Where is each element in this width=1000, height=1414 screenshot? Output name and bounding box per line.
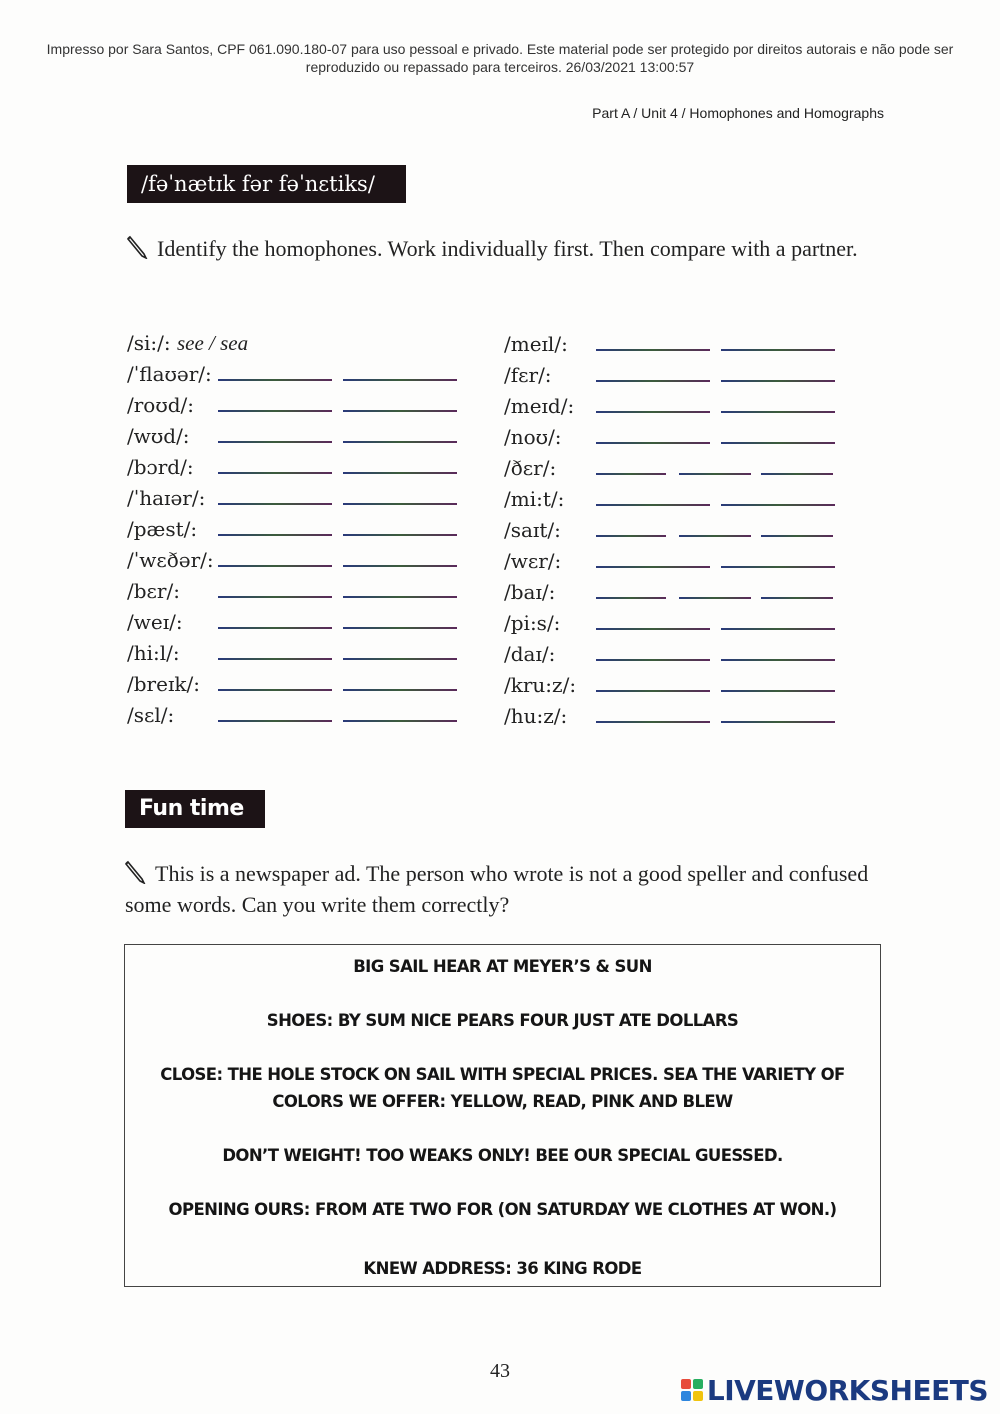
section-title-fun-time: Fun time xyxy=(125,790,265,828)
ad-line: BIG SAIL HEAR AT MEYER’S & SUN xyxy=(353,957,652,976)
answer-blank[interactable] xyxy=(218,534,332,536)
phonetic-label: /ˈhaɪər/: xyxy=(127,486,206,510)
right-exercise-row xyxy=(504,422,844,452)
phonetic-label: /pæst/: xyxy=(127,517,198,541)
phonetic-label: /baɪ/: xyxy=(504,580,556,604)
phonetic-label: /wʊd/: xyxy=(127,424,190,448)
liveworksheets-brand xyxy=(680,1372,988,1408)
left-exercise-row xyxy=(127,607,467,637)
left-exercise-row xyxy=(127,638,467,668)
section-title-phonetics: /fəˈnætɪk fər fəˈnɛtiks/ xyxy=(127,165,406,203)
answer-blank[interactable] xyxy=(343,379,457,381)
answer-blank[interactable] xyxy=(596,659,710,661)
ad-line: COLORS WE OFFER: YELLOW, READ, PINK AND BLEW xyxy=(272,1092,733,1111)
answer-blank[interactable] xyxy=(596,535,666,537)
answer-blank[interactable] xyxy=(218,565,332,567)
answer-blank[interactable] xyxy=(343,472,457,474)
left-exercise-row xyxy=(127,452,467,482)
left-exercise-row xyxy=(127,514,467,544)
answer-blank[interactable] xyxy=(343,689,457,691)
answer-blank[interactable] xyxy=(596,349,710,351)
example-phonetic: /si:/: xyxy=(127,331,171,355)
answer-blank[interactable] xyxy=(343,720,457,722)
right-exercise-row xyxy=(504,515,844,545)
phonetic-label: /meɪl/: xyxy=(504,332,568,356)
answer-blank[interactable] xyxy=(721,628,835,630)
answer-blank[interactable] xyxy=(218,441,332,443)
answer-blank[interactable] xyxy=(343,596,457,598)
right-exercise-row xyxy=(504,391,844,421)
example-answer: see / sea xyxy=(176,331,249,355)
answer-blank[interactable] xyxy=(721,411,835,413)
running-head: Part A / Unit 4 / Homophones and Homographs xyxy=(592,105,884,121)
answer-blank[interactable] xyxy=(596,442,710,444)
phonetic-label: /mi:t/: xyxy=(504,487,565,511)
phonetic-label: /ˈflaʊər/: xyxy=(127,362,212,386)
answer-blank[interactable] xyxy=(761,597,833,599)
left-exercise-row xyxy=(127,483,467,513)
answer-blank[interactable] xyxy=(343,503,457,505)
answer-blank[interactable] xyxy=(721,349,835,351)
ad-line: DON’T WEIGHT! TOO WEAKS ONLY! BEE OUR SPECIAL GUESSED. xyxy=(222,1146,783,1165)
instruction-1 xyxy=(127,233,887,264)
answer-blank[interactable] xyxy=(721,442,835,444)
phonetic-label: /ðɛr/: xyxy=(504,456,557,480)
phonetic-label: /roʊd/: xyxy=(127,393,195,417)
left-exercise-row xyxy=(127,421,467,451)
right-exercise-row xyxy=(504,453,844,483)
right-exercise-row xyxy=(504,546,844,576)
phonetic-label: /hu:z/: xyxy=(504,704,568,728)
answer-blank[interactable] xyxy=(218,472,332,474)
answer-blank[interactable] xyxy=(343,565,457,567)
answer-blank[interactable] xyxy=(218,503,332,505)
phonetic-label: /bɔrd/: xyxy=(127,455,194,479)
answer-blank[interactable] xyxy=(596,411,710,413)
liveworksheets-logo-icon xyxy=(680,1378,704,1402)
phonetic-label: /kru:z/: xyxy=(504,673,577,697)
answer-blank[interactable] xyxy=(596,721,710,723)
phonetic-label: /hi:l/: xyxy=(127,641,180,665)
watermark-notice: Impresso por Sara Santos, CPF 061.090.180-07 para uso pessoal e privado. Este material pode ser protegido por direitos autorais e não pode ser reproduzido ou repassado para terceiros. 26/03/2021 13:00:57 xyxy=(46,41,954,75)
ad-line: KNEW ADDRESS: 36 KING RODE xyxy=(363,1259,642,1278)
right-exercise-row xyxy=(504,577,844,607)
answer-blank[interactable] xyxy=(218,627,332,629)
instruction-1-text: Identify the homophones. Work individually first. Then compare with a partner. xyxy=(157,236,858,261)
right-exercise-row xyxy=(504,484,844,514)
answer-blank[interactable] xyxy=(596,380,710,382)
answer-blank[interactable] xyxy=(218,379,332,381)
answer-blank[interactable] xyxy=(343,410,457,412)
answer-blank[interactable] xyxy=(596,566,710,568)
instruction-2-text: This is a newspaper ad. The person who wrote is not a good speller and confused some words. Can you write them correctly? xyxy=(125,861,869,917)
answer-blank[interactable] xyxy=(343,658,457,660)
answer-blank[interactable] xyxy=(596,690,710,692)
ad-line: CLOSE: THE HOLE STOCK ON SAIL WITH SPECIAL PRICES. SEA THE VARIETY OF xyxy=(160,1065,845,1084)
left-exercise-row xyxy=(127,390,467,420)
answer-blank[interactable] xyxy=(721,721,835,723)
answer-blank[interactable] xyxy=(679,473,751,475)
phonetic-label: /pi:s/: xyxy=(504,611,561,635)
answer-blank[interactable] xyxy=(218,689,332,691)
phonetic-label: /daɪ/: xyxy=(504,642,556,666)
answer-blank[interactable] xyxy=(218,410,332,412)
instruction-2 xyxy=(125,858,885,920)
answer-blank[interactable] xyxy=(596,597,666,599)
left-exercise-row xyxy=(127,576,467,606)
phonetic-label: /weɪ/: xyxy=(127,610,183,634)
answer-blank[interactable] xyxy=(343,534,457,536)
left-exercise-row xyxy=(127,700,467,730)
answer-blank[interactable] xyxy=(721,690,835,692)
page-number: 43 xyxy=(490,1360,510,1382)
right-exercise-row xyxy=(504,701,844,731)
phonetic-label: /noʊ/: xyxy=(504,425,562,449)
phonetic-label: /fɛr/: xyxy=(504,363,552,387)
left-exercise-row xyxy=(127,545,467,575)
pencil-icon xyxy=(127,235,153,259)
phonetic-label: /ˈwɛðər/: xyxy=(127,548,214,572)
answer-blank[interactable] xyxy=(679,535,751,537)
newspaper-ad-box xyxy=(124,944,881,1287)
answer-blank[interactable] xyxy=(596,504,710,506)
answer-blank[interactable] xyxy=(721,659,835,661)
answer-blank[interactable] xyxy=(218,720,332,722)
right-exercise-row xyxy=(504,360,844,390)
answer-blank[interactable] xyxy=(596,473,666,475)
example-row xyxy=(127,328,487,358)
answer-blank[interactable] xyxy=(343,627,457,629)
answer-blank[interactable] xyxy=(721,566,835,568)
phonetic-label: /wɛr/: xyxy=(504,549,562,573)
ad-line: SHOES: BY SUM NICE PEARS FOUR JUST ATE DOLLARS xyxy=(266,1011,739,1030)
left-exercise-row xyxy=(127,669,467,699)
phonetic-label: /saɪt/: xyxy=(504,518,561,542)
answer-blank[interactable] xyxy=(761,473,833,475)
answer-blank[interactable] xyxy=(721,504,835,506)
answer-blank[interactable] xyxy=(218,596,332,598)
phonetic-label: /breɪk/: xyxy=(127,672,200,696)
right-exercise-row xyxy=(504,670,844,700)
left-exercise-row xyxy=(127,359,467,389)
ad-line: OPENING OURS: FROM ATE TWO FOR (ON SATURDAY WE CLOTHES AT WON.) xyxy=(168,1200,837,1219)
phonetic-label: /bɛr/: xyxy=(127,579,180,603)
answer-blank[interactable] xyxy=(596,628,710,630)
right-exercise-row xyxy=(504,608,844,638)
right-exercise-row xyxy=(504,639,844,669)
answer-blank[interactable] xyxy=(218,658,332,660)
right-exercise-row xyxy=(504,329,844,359)
answer-blank[interactable] xyxy=(343,441,457,443)
liveworksheets-wordmark: LIVEWORKSHEETS xyxy=(706,1373,988,1407)
answer-blank[interactable] xyxy=(721,380,835,382)
phonetic-label: /meɪd/: xyxy=(504,394,575,418)
pencil-icon xyxy=(125,860,151,884)
answer-blank[interactable] xyxy=(761,535,833,537)
phonetic-label: /sɛl/: xyxy=(127,703,175,727)
answer-blank[interactable] xyxy=(679,597,751,599)
